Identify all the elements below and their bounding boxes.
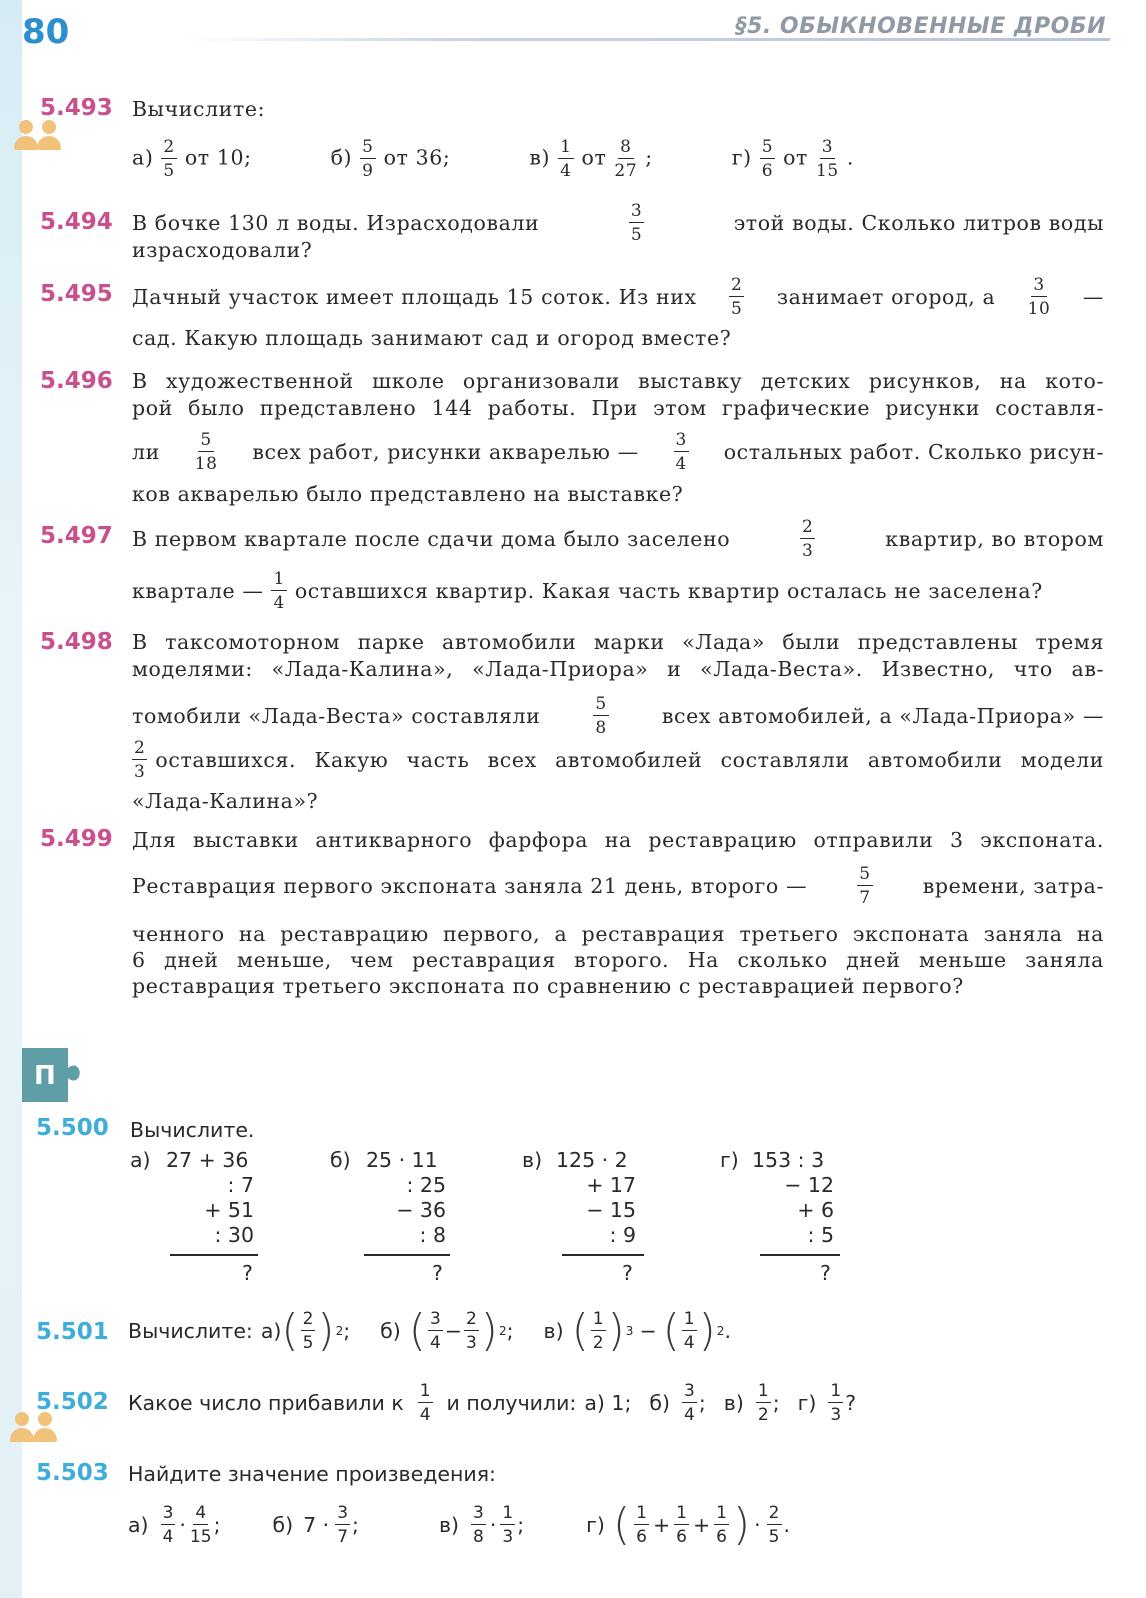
problem-number: 5.494 xyxy=(40,209,113,235)
fraction: $\frac{3}{10}$ xyxy=(1027,275,1051,319)
problem-number: 5.501 xyxy=(36,1319,109,1345)
pair-work-icon xyxy=(8,1412,58,1446)
fraction: $\frac{1}{3}$ xyxy=(502,1503,514,1547)
problem-line: $\frac{2}{3}$ оставшихся. Какую часть всех автомобилей составляли автомобили модели xyxy=(134,738,1104,782)
badge-label: П xyxy=(34,1061,56,1091)
fraction: $\frac{2}{3}$ xyxy=(134,738,146,782)
problem-text: реставрация третьего экспоната по сравнению с реставрацией первого? xyxy=(132,974,964,998)
fraction: $\frac{2}{5}$ xyxy=(302,1309,314,1353)
fraction: $\frac{1}{6}$ xyxy=(676,1503,687,1547)
side-strip xyxy=(0,0,22,1598)
fraction: $\frac{4}{15}$ xyxy=(189,1503,212,1547)
item-c: в) $\frac{1}{4}$ от $\frac{8}{27}$ ; xyxy=(529,137,653,181)
fraction: $\frac{5}{9}$ xyxy=(362,137,374,181)
fraction: $\frac{3}{8}$ xyxy=(473,1503,484,1547)
fraction: $\frac{1}{4}$ xyxy=(683,1309,695,1353)
item-a: а) $\frac{2}{5}$ от 10; xyxy=(132,137,252,181)
problem-number: 5.497 xyxy=(40,523,113,549)
problem-number: 5.499 xyxy=(40,826,113,852)
problem-line: томобили «Лада-Веста» составляли $\frac{5}{8}$ всех автомобилей, а «Лада-Приора» — xyxy=(132,694,1104,738)
fraction: $\frac{1}{4}$ xyxy=(273,569,285,613)
fraction: $\frac{1}{3}$ xyxy=(830,1381,842,1425)
problem-text: Для выставки антикварного фарфора на реставрацию отправили 3 экспоната. xyxy=(132,828,1104,852)
problem-text: В таксомоторном парке автомобили марки «Лада» были представлены тремя xyxy=(132,630,1104,654)
fraction: $\frac{3}{4}$ xyxy=(675,430,687,474)
fraction: $\frac{3}{15}$ xyxy=(816,137,839,181)
problem-number: 5.496 xyxy=(40,368,113,394)
problem-text: В художественной школе организовали выставку детских рисунков, на кото- xyxy=(132,369,1104,393)
item-d: г) $\frac{5}{6}$ от $\frac{3}{15}$ . xyxy=(731,137,854,181)
problem-title: Вычислите. xyxy=(130,1118,255,1142)
chain-a: а) 27 + 36 : 7 + 51 : 30 ? xyxy=(130,1148,260,1293)
fraction: $\frac{2}{3}$ xyxy=(802,517,814,561)
problem-line: ли $\frac{5}{18}$ всех работ, рисунки акварелью — $\frac{3}{4}$ остальных работ. Сколько рисун- xyxy=(132,430,1104,474)
fraction: $\frac{2}{3}$ xyxy=(465,1309,477,1353)
problem-number: 5.500 xyxy=(36,1115,109,1141)
item-b: б) $\frac{5}{9}$ от 36; xyxy=(330,137,451,181)
problem-number: 5.493 xyxy=(40,95,113,121)
chain-b: б) 25 · 11 : 25 − 36 : 8 ? xyxy=(330,1148,460,1293)
problem-line: квартале — $\frac{1}{4}$ оставшихся квартир. Какая часть квартир осталась не заселена? xyxy=(132,569,1043,613)
fraction: $\frac{1}{4}$ xyxy=(560,137,572,181)
problem-title: Найдите значение произведения: xyxy=(128,1462,496,1486)
problem-text: моделями: «Лада-Калина», «Лада-Приора» и «Лада-Веста». Известно, что ав- xyxy=(132,657,1104,681)
repetition-badge-icon xyxy=(18,1044,82,1106)
problem-text: рой было представлено 144 работы. При этом графические рисунки составля- xyxy=(132,396,1104,420)
problem-items: а) $\frac{3}{4}$ · $\frac{4}{15}$ ; б) 7 · $\frac{3}{7}$ ; в) $\frac{3}{8}$ · $\frac{1}{3}$ ; г) ( $\frac{1}{6}$ + $\frac{1}{6}$ + $\frac{1}{6}$ ) · $\frac{2}{5}$ . xyxy=(128,1499,791,1550)
problem-text: 6 дней меньше, чем реставрация второго. На сколько дней меньше заняла xyxy=(132,948,1104,972)
problem-title: Вычислите: xyxy=(132,97,266,121)
fraction: $\frac{1}{2}$ xyxy=(592,1309,604,1353)
chain-v: в) 125 · 2 + 17 − 15 : 9 ? xyxy=(522,1148,652,1293)
fraction: $\frac{1}{6}$ xyxy=(716,1503,727,1547)
fraction: $\frac{8}{27}$ xyxy=(614,137,638,181)
fraction: $\frac{1}{6}$ xyxy=(636,1503,647,1547)
problem-line: Вычислите: а) ( $\frac{2}{5}$ ) 2 ; б) ( $\frac{3}{4}$ − $\frac{2}{3}$ ) 2 ; в) ( $\frac{1}{2}$ ) 3 − ( $\frac{1}{4}$ ) 2 . xyxy=(128,1305,731,1356)
fraction: $\frac{2}{5}$ xyxy=(163,137,175,181)
fraction: $\frac{5}{7}$ xyxy=(859,864,871,908)
problem-number: 5.503 xyxy=(36,1460,109,1486)
page-number: 80 xyxy=(22,12,70,52)
fraction: $\frac{5}{6}$ xyxy=(761,137,774,181)
fraction: $\frac{2}{5}$ xyxy=(731,275,743,319)
problem-text: ченного на реставрацию первого, а реставрация третьего экспоната заняла на xyxy=(132,922,1104,946)
problem-line: В первом квартале после сдачи дома было заселено $\frac{2}{3}$ квартир, во втором xyxy=(132,517,1104,561)
section-title: §5. ОБЫКНОВЕННЫЕ ДРОБИ xyxy=(735,14,1106,39)
problem-number: 5.502 xyxy=(36,1389,109,1415)
fraction: $\frac{5}{8}$ xyxy=(595,694,607,738)
fraction: $\frac{1}{2}$ xyxy=(757,1381,769,1425)
fraction: $\frac{3}{7}$ xyxy=(337,1503,349,1547)
fraction: $\frac{3}{4}$ xyxy=(684,1381,695,1425)
problem-line: Реставрация первого экспоната заняла 21 день, второго — $\frac{5}{7}$ времени, затра- xyxy=(132,864,1104,908)
fraction: $\frac{2}{5}$ xyxy=(768,1503,780,1547)
problem-line: В бочке 130 л воды. Израсходовали $\frac{3}{5}$ этой воды. Сколько литров воды xyxy=(132,201,1104,245)
chain-g: г) 153 : 3 − 12 + 6 : 5 ? xyxy=(720,1148,850,1293)
problem-number: 5.498 xyxy=(40,629,113,655)
problem-text: «Лада-Калина»? xyxy=(132,789,319,813)
problem-text: сад. Какую площадь занимают сад и огород вместе? xyxy=(132,326,732,350)
fraction: $\frac{3}{5}$ xyxy=(630,201,643,245)
problem-line: Дачный участок имеет площадь 15 соток. Из них $\frac{2}{5}$ занимает огород, а $\frac{3}{10}$ — xyxy=(132,275,1104,319)
problem-items xyxy=(132,134,1104,184)
problem-number: 5.495 xyxy=(40,281,113,307)
problem-line: Какое число прибавили к $\frac{1}{4}$ и получили: а) 1; б) $\frac{3}{4}$ ; в) $\frac{1}{2}$ ; г) $\frac{1}{3}$ ? xyxy=(128,1381,857,1425)
problem-text: ков акварелью было представлено на выставке? xyxy=(132,482,684,506)
fraction: $\frac{3}{4}$ xyxy=(162,1503,174,1547)
fraction: $\frac{5}{18}$ xyxy=(194,430,218,474)
fraction: $\frac{1}{4}$ xyxy=(419,1381,431,1425)
problem-text: израсходовали? xyxy=(132,238,313,262)
fraction: $\frac{3}{4}$ xyxy=(429,1309,441,1353)
pair-work-icon xyxy=(12,120,62,154)
